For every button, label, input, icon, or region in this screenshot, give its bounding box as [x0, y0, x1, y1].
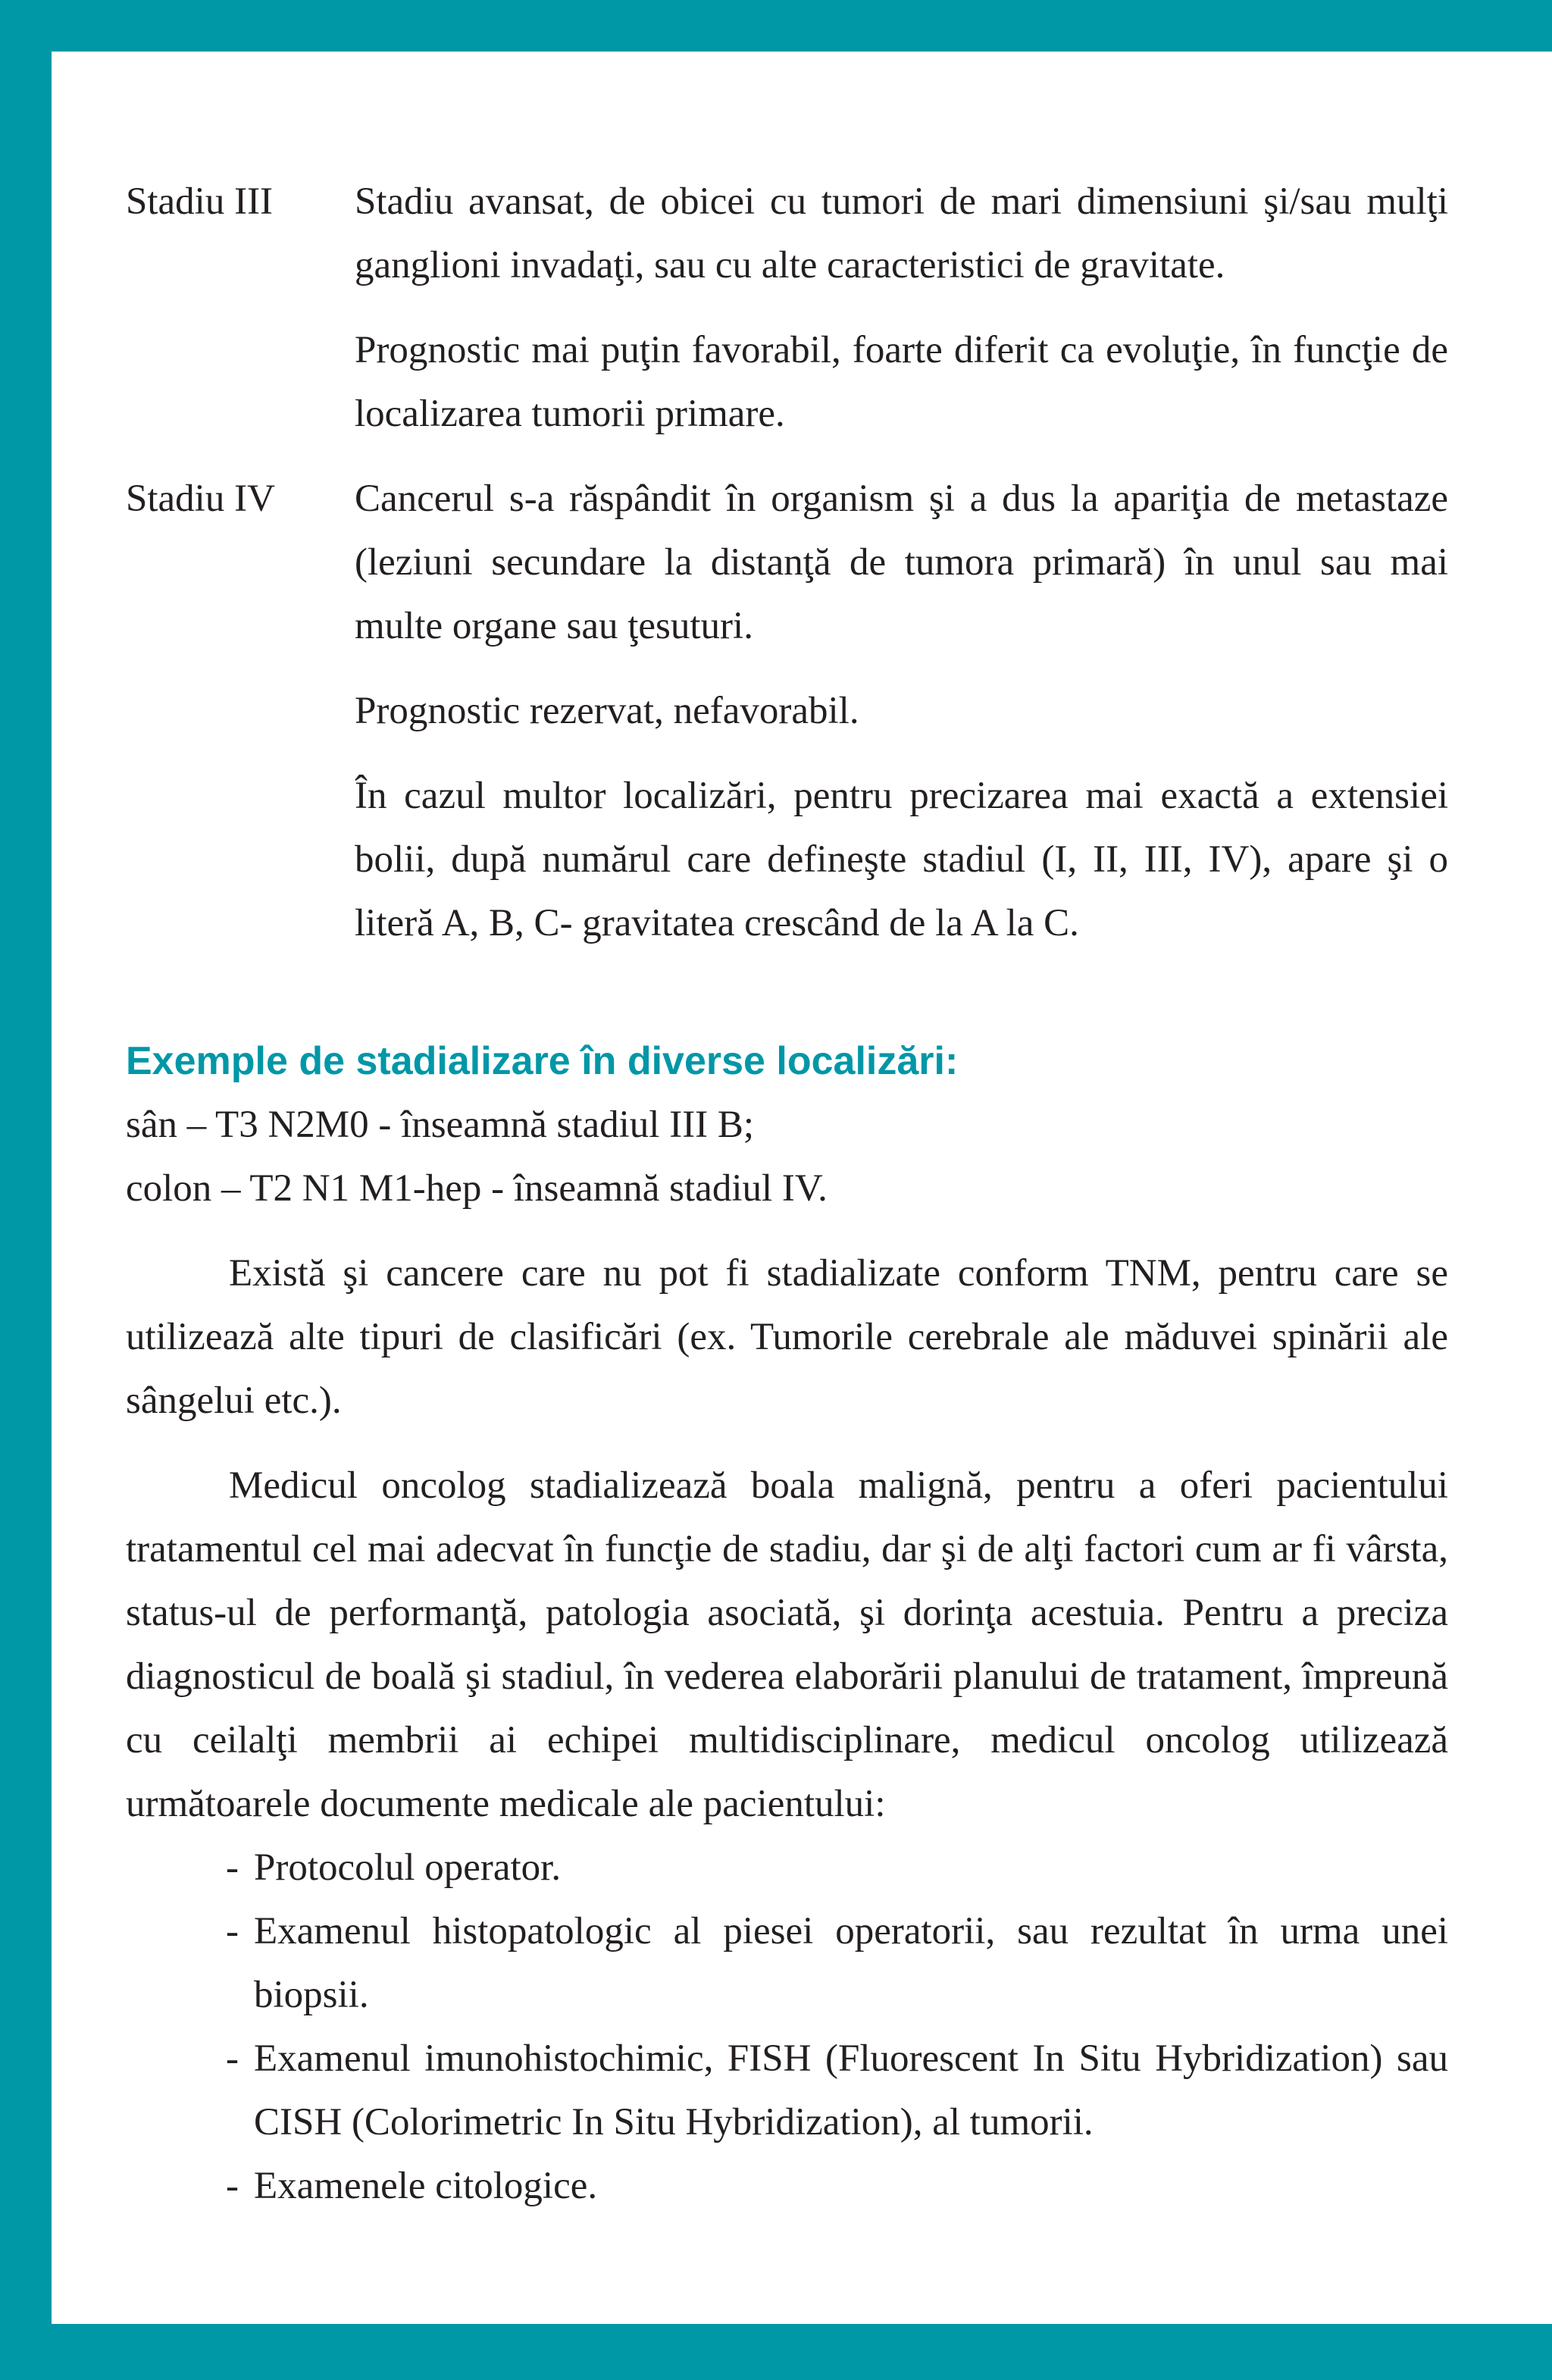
stage-description — [355, 467, 1448, 976]
stage-paragraph: Stadiu avansat, de obicei cu tumori de mari dimensiuni şi/sau mulţi ganglioni invadaţi, sau cu alte caracteristici de gravitate. — [355, 180, 1448, 287]
example-line: sân – T3 N2M0 - înseamnă stadiul III B; — [126, 1104, 755, 1146]
stage-paragraph: În cazul multor localizări, pentru precizarea mai exactă a extensiei bolii, după numărul care defineşte stadiul (I, II, III, IV), apare şi o literă A, B, C- gravitatea crescând de la A la C. — [355, 775, 1448, 944]
list-bullet: - — [226, 2037, 239, 2080]
stage-label: Stadiu IV — [126, 478, 275, 520]
stage-paragraph: Prognostic mai puţin favorabil, foarte diferit ca evoluţie, în funcţie de localizarea tumorii primare. — [355, 329, 1448, 435]
list-item — [226, 2154, 1448, 2218]
list-item — [226, 1836, 1448, 1899]
list-bullet: - — [226, 2165, 239, 2207]
stage-label: Stadiu III — [126, 180, 274, 223]
list-item-text: Examenul histopatologic al piesei operatorii, sau rezultat în urma unei biopsii. — [254, 1910, 1448, 2016]
example-line: colon – T2 N1 M1-hep - înseamnă stadiul IV. — [126, 1167, 828, 1210]
list-bullet: - — [226, 1846, 239, 1889]
document-body — [126, 170, 1448, 2218]
stage-iii — [126, 170, 1448, 467]
stage-paragraph: Cancerul s-a răspândit în organism şi a dus la apariţia de metastaze (leziuni secundare la distanţă de tumora primară) în unul sau mai multe organe sau ţesuturi. — [355, 478, 1448, 647]
stage-iv — [126, 467, 1448, 976]
body-paragraph: Medicul oncolog stadializează boala malignă, pentru a oferi pacientului tratamentul cel mai adecvat în funcţie de stadiu, dar şi de alţi factori cum ar fi vârsta, status-ul de performanţă, patologia asociată, şi dorinţa acestuia. Pentru a preciza diagnosticul de boală şi stadiul, în vederea elaborării planului de tratament, împreună cu ceilalţi membrii ai echipei multidisciplinare, medicul oncolog utilizează următoarele documente medicale ale pacientului: — [126, 1464, 1448, 1825]
list-item-text: Examenul imunohistochimic, FISH (Fluorescent In Situ Hybridization) sau CISH (Colorimetric In Situ Hybridization), al tumorii. — [254, 2037, 1448, 2144]
list-bullet: - — [226, 1910, 239, 1953]
list-item — [226, 2027, 1448, 2154]
section-heading: Exemple de stadializare în diverse localizări: — [126, 1039, 959, 1083]
stage-paragraph: Prognostic rezervat, nefavorabil. — [355, 690, 859, 732]
body-paragraph: Există şi cancere care nu pot fi stadializate conform TNM, pentru care se utilizează alte tipuri de clasificări (ex. Tumorile cerebrale ale măduvei spinării ale sângelui etc.). — [126, 1252, 1448, 1422]
page — [52, 52, 1552, 2324]
list-item — [226, 1899, 1448, 2027]
documents-list — [126, 1836, 1448, 2218]
list-item-text: Protocolul operator. — [254, 1846, 562, 1889]
stage-description — [355, 170, 1448, 467]
list-item-text: Examenele citologice. — [254, 2165, 598, 2207]
